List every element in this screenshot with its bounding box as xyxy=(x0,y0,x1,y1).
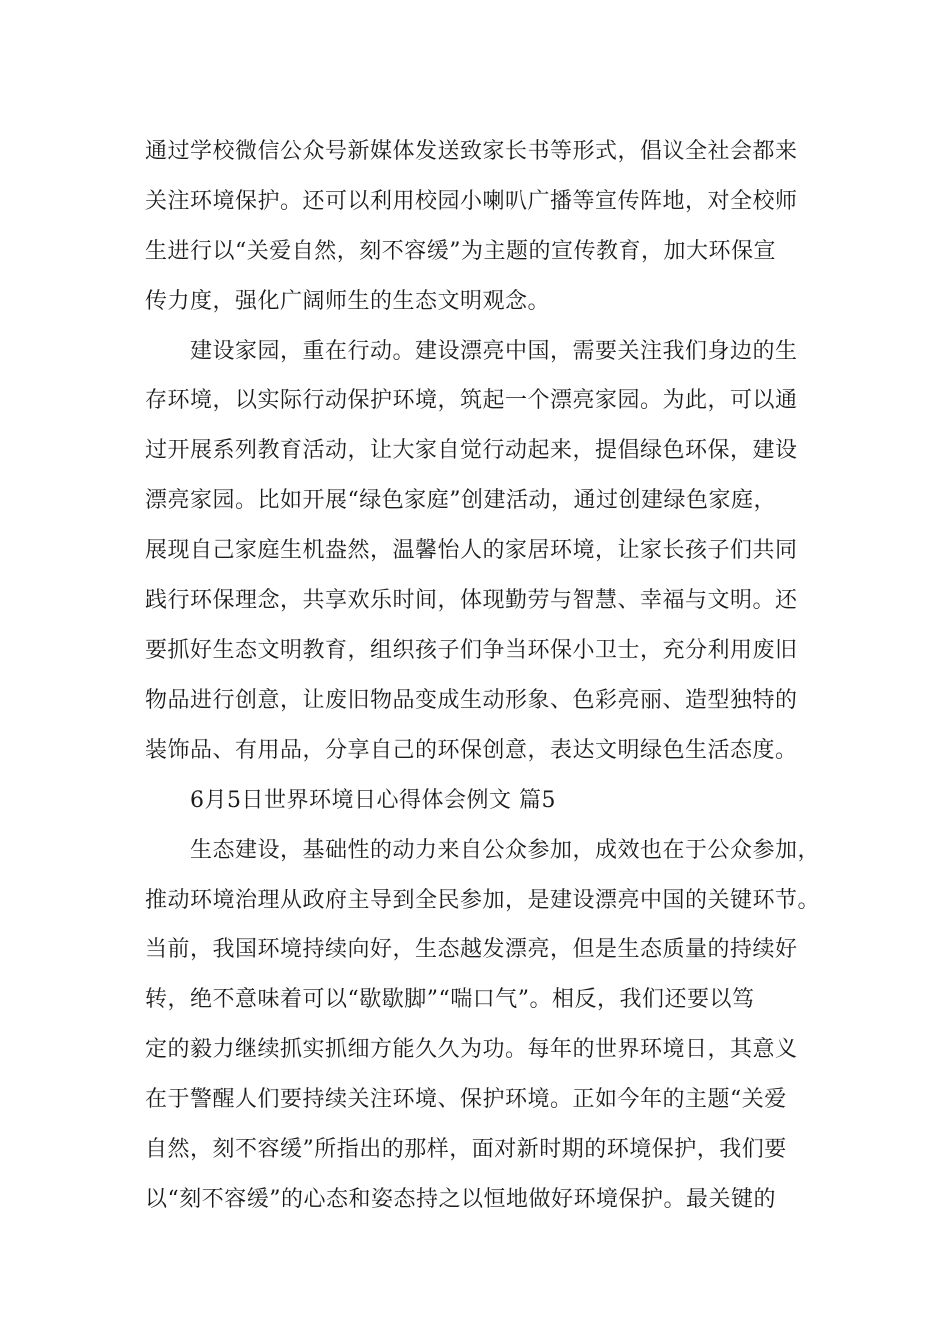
paragraph-line: 以“刻不容缓”的心态和姿态持之以恒地做好环境保护。最关键的 xyxy=(145,1187,776,1212)
paragraph-line: 存环境，以实际行动保护环境，筑起一个漂亮家园。为此，可以通 xyxy=(145,388,798,413)
paragraph-line: 生态建设，基础性的动力来自公众参加，成效也在于公众参加， xyxy=(190,838,821,863)
paragraph-line: 传力度，强化广阔师生的生态文明观念。 xyxy=(145,289,551,314)
paragraph-line: 生进行以“关爱自然，刻不容缓”为主题的宣传教育，加大环保宣 xyxy=(145,239,776,264)
paragraph-line: 在于警醒人们要持续关注环境、保护环境。正如今年的主题“关爱 xyxy=(145,1087,787,1112)
paragraph-line: 装饰品、有用品，分享自己的环保创意，表达文明绿色生活态度。 xyxy=(145,738,798,763)
paragraph-line: 漂亮家园。比如开展“绿色家庭”创建活动，通过创建绿色家庭， xyxy=(145,488,776,513)
paragraph-line: 关注环境保护。还可以利用校园小喇叭广播等宣传阵地，对全校师 xyxy=(145,189,798,214)
paragraph-line: 物品进行创意，让废旧物品变成生动形象、色彩亮丽、造型独特的 xyxy=(145,688,798,713)
paragraph-line: 展现自己家庭生机盎然，温馨怡人的家居环境，让家长孩子们共同 xyxy=(145,538,798,563)
paragraph-line: 过开展系列教育活动，让大家自觉行动起来，提倡绿色环保，建设 xyxy=(145,438,798,463)
paragraph-line: 定的毅力继续抓实抓细方能久久为功。每年的世界环境日，其意义 xyxy=(145,1037,798,1062)
section-heading: 6月5日世界环境日心得体会例文 篇5 xyxy=(190,788,556,813)
paragraph-line: 建设家园，重在行动。建设漂亮中国，需要关注我们身边的生 xyxy=(190,339,798,364)
paragraph-line: 当前，我国环境持续向好，生态越发漂亮，但是生态质量的持续好 xyxy=(145,937,798,962)
paragraph-line: 践行环保理念，共享欢乐时间，体现勤劳与智慧、幸福与文明。还 xyxy=(145,588,798,613)
paragraph-line: 要抓好生态文明教育，组织孩子们争当环保小卫士，充分利用废旧 xyxy=(145,638,798,663)
paragraph-line: 自然，刻不容缓”所指出的那样，面对新时期的环境保护，我们要 xyxy=(145,1137,787,1162)
paragraph-line: 通过学校微信公众号新媒体发送致家长书等形式，倡议全社会都来 xyxy=(145,139,798,164)
paragraph-line: 转，绝不意味着可以“歇歇脚”“喘口气”。相反，我们还要以笃 xyxy=(145,987,755,1012)
paragraph-line: 推动环境治理从政府主导到全民参加，是建设漂亮中国的关键环节。 xyxy=(145,888,821,913)
